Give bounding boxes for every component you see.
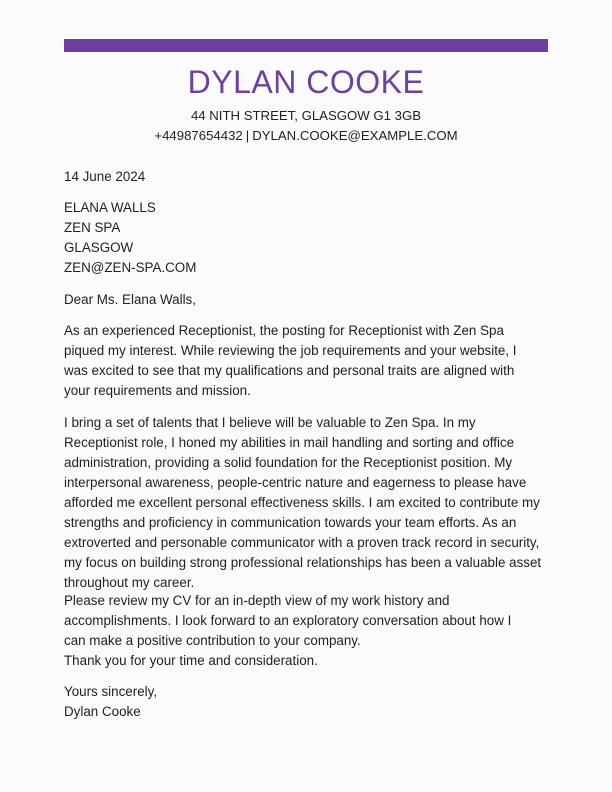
closing-phrase: Yours sincerely, [64, 684, 158, 699]
applicant-contact-line [0, 127, 612, 145]
body-paragraph: As an experienced Receptionist, the posting for Receptionist with Zen Spa piqued my interest. While reviewing the job requirements and your website, I was excited to see that my qualifications and personal traits are aligned with your requirements and mission. [64, 323, 517, 398]
applicant-name: DYLAN COOKE [187, 64, 425, 100]
applicant-address: 44 NITH STREET, GLASGOW G1 3GB [190, 108, 422, 123]
recipient-company: ZEN SPA [64, 220, 121, 235]
applicant-phone: +44987654432 [154, 128, 243, 143]
closing-block [64, 682, 548, 722]
salutation: Dear Ms. Elana Walls, [64, 292, 196, 307]
body-paragraph: I bring a set of talents that I believe will be valuable to Zen Spa. In my Receptionist role, I honed my abilities in mail handling and sorting and office administration, providing a solid foundation for the Receptionist position. My interpersonal awareness, people-centric nature and eagerness to please have afforded me excellent personal effectiveness skills. I am excited to contribute my strengths and proficiency in communication towards your team efforts. As an extroverted and personable communicator with a proven track record in security, my focus on building strong professional relationships has been a valuable asset throughout my career. [64, 415, 542, 590]
applicant-email: DYLAN.COOKE@EXAMPLE.COM [252, 128, 458, 143]
recipient-name: ELANA WALLS [64, 200, 156, 215]
contact-separator: | [245, 128, 250, 143]
body-paragraph: Please review my CV for an in-depth view of my work history and accomplishments. I look forward to an exploratory conversation about how I can make a positive contribution to your company. [64, 593, 512, 648]
header-accent-bar [64, 39, 548, 52]
recipient-city: GLASGOW [64, 240, 134, 255]
thanks-line: Thank you for your time and consideration. [64, 653, 318, 668]
signature-name: Dylan Cooke [64, 704, 141, 719]
recipient-email: ZEN@ZEN-SPA.COM [64, 260, 197, 275]
recipient-block [64, 198, 548, 278]
letter-date: 14 June 2024 [64, 169, 146, 184]
